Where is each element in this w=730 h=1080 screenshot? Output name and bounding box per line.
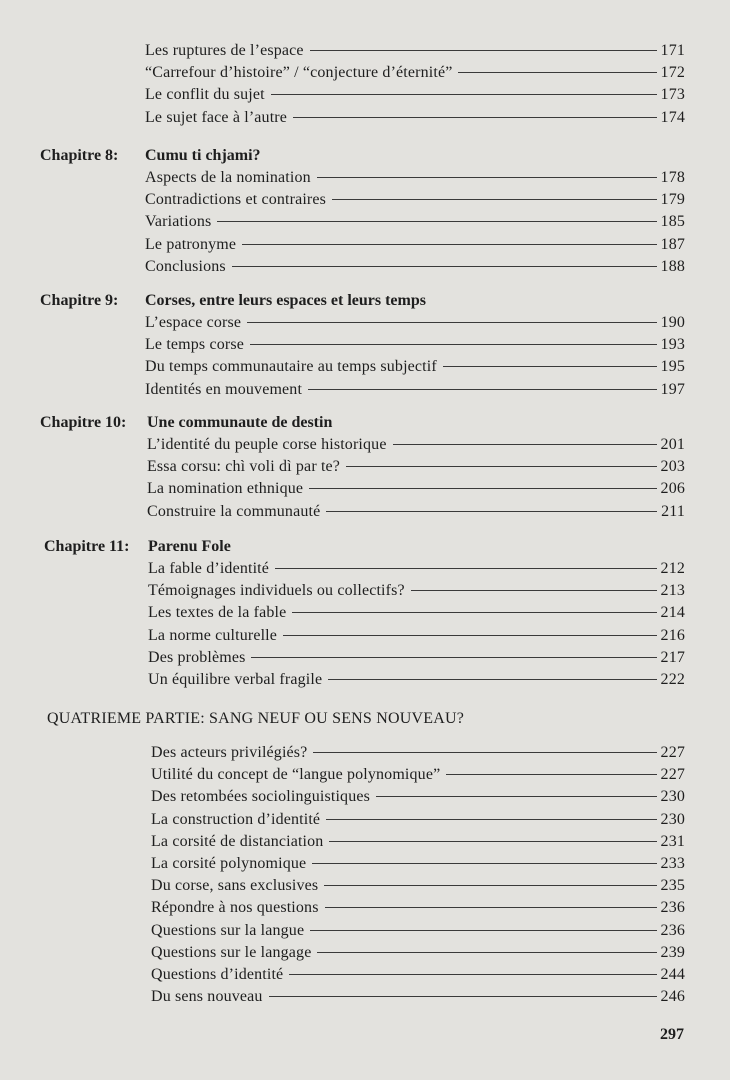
toc-entry — [145, 189, 685, 211]
leader-line — [247, 322, 656, 323]
leader-line — [393, 444, 657, 445]
entry-title: Aspects de la nomination — [145, 169, 311, 186]
leader-line — [242, 244, 656, 245]
entry-title: Essa corsu: chì voli dì par te? — [147, 458, 341, 476]
toc-entry — [145, 40, 685, 62]
chapter-title: Parenu Fole — [148, 538, 231, 555]
entry-title: Répondre à nos questions — [151, 899, 319, 917]
leader-line — [217, 221, 656, 222]
entry-page: 246 — [660, 988, 685, 1006]
toc-entry — [147, 434, 685, 456]
entry-page: 244 — [660, 965, 685, 983]
toc-entry — [145, 62, 685, 84]
toc-entry — [151, 986, 685, 1008]
leader-line — [376, 796, 657, 797]
toc-entry — [151, 897, 685, 919]
leader-line — [283, 635, 657, 636]
entry-title: Du sens nouveau — [151, 988, 263, 1006]
entry-page: 222 — [660, 670, 685, 688]
leader-line — [325, 907, 657, 908]
entry-title: “Carrefour d’histoire” / “conjecture d’éternité” — [145, 64, 453, 82]
entry-title: Un équilibre verbal fragile — [148, 670, 323, 688]
toc-entry — [145, 234, 685, 256]
entry-title: La construction d’identité — [151, 810, 321, 828]
leader-line — [269, 996, 657, 997]
entry-title: Le sujet face à l’autre — [145, 108, 288, 126]
entry-page: 188 — [660, 257, 685, 275]
entry-title: Utilité du concept de “langue polynomique” — [151, 766, 441, 784]
leader-line — [275, 568, 657, 569]
toc-entry — [148, 625, 685, 647]
leader-line — [458, 72, 656, 73]
entry-title: La norme culturelle — [148, 626, 278, 644]
entry-page: 193 — [660, 336, 685, 354]
entry-page: 171 — [660, 42, 685, 59]
entry-title: Construire la communauté — [147, 502, 321, 520]
entry-page: 203 — [660, 458, 685, 476]
entry-page: 206 — [660, 480, 685, 498]
page-number: 297 — [660, 1026, 684, 1043]
toc-entry — [147, 478, 685, 500]
leader-line — [312, 863, 656, 864]
toc-entry — [151, 942, 685, 964]
entry-page: 233 — [660, 854, 685, 872]
toc-entry — [151, 853, 685, 875]
toc-entry — [145, 256, 685, 278]
toc-entry — [151, 875, 685, 897]
toc-entry — [148, 602, 685, 624]
entry-title: Des acteurs privilégiés? — [151, 744, 308, 761]
toc-entry — [151, 742, 685, 764]
leader-line — [308, 389, 657, 390]
toc-entry — [151, 786, 685, 808]
entry-title: L’espace corse — [145, 314, 242, 331]
leader-line — [326, 511, 657, 512]
toc-entry — [148, 669, 685, 691]
entry-title: La fable d’identité — [148, 560, 270, 577]
entry-page: 239 — [660, 943, 685, 961]
toc-entry — [148, 647, 685, 669]
leader-line — [332, 199, 657, 200]
leader-line — [346, 466, 657, 467]
leader-line — [271, 94, 657, 95]
entry-page: 172 — [660, 64, 685, 82]
leader-line — [328, 679, 656, 680]
chapter-entries — [145, 167, 685, 278]
leader-line — [324, 885, 656, 886]
toc-entry — [145, 211, 685, 233]
chapter-entries — [145, 312, 685, 401]
toc-entry — [148, 580, 685, 602]
entry-page: 236 — [660, 921, 685, 939]
chapter-title: Corses, entre leurs espaces et leurs temps — [145, 292, 426, 309]
leader-line — [317, 952, 656, 953]
entry-title: Le conflit du sujet — [145, 86, 265, 104]
entry-title: Du temps communautaire au temps subjectif — [145, 358, 437, 376]
leader-line — [329, 841, 656, 842]
entry-page: 179 — [660, 191, 685, 209]
chapter-label: Chapitre 8: — [40, 147, 119, 164]
chapter-label: Chapitre 11: — [44, 538, 130, 555]
entry-page: 173 — [660, 86, 685, 104]
entry-page: 227 — [660, 766, 685, 784]
leader-line — [232, 266, 657, 267]
entry-page: 174 — [660, 108, 685, 126]
leader-line — [310, 50, 657, 51]
leader-line — [293, 117, 657, 118]
entry-page: 197 — [660, 380, 685, 398]
toc-entry — [151, 831, 685, 853]
entry-title: Du corse, sans exclusives — [151, 877, 319, 895]
leader-line — [250, 344, 657, 345]
chapter-label: Chapitre 10: — [40, 414, 127, 431]
toc-entry — [151, 964, 685, 986]
entry-page: 187 — [660, 235, 685, 253]
entry-title: L’identité du peuple corse historique — [147, 436, 387, 453]
entry-title: Conclusions — [145, 257, 226, 275]
entry-page: 231 — [660, 832, 685, 850]
chapter-entries — [147, 434, 685, 523]
leader-line — [326, 819, 656, 820]
entry-page: 230 — [660, 788, 685, 806]
toc-entry — [148, 558, 685, 580]
entry-title: Questions sur la langue — [151, 921, 305, 939]
entry-title: Les ruptures de l’espace — [145, 42, 304, 59]
entry-page: 201 — [660, 436, 685, 453]
leader-line — [310, 930, 656, 931]
leader-line — [443, 366, 657, 367]
entry-page: 211 — [661, 502, 685, 520]
toc-entry — [145, 107, 685, 129]
toc-entry — [147, 501, 685, 523]
entry-page: 195 — [660, 358, 685, 376]
toc-top-entries — [145, 40, 685, 129]
entry-title: Questions sur le langage — [151, 943, 312, 961]
leader-line — [309, 488, 656, 489]
entry-title: La corsité polynomique — [151, 854, 307, 872]
entry-page: 190 — [660, 314, 685, 331]
entry-page: 216 — [660, 626, 685, 644]
toc-entry — [145, 356, 685, 378]
toc-entry — [147, 456, 685, 478]
entry-title: Des retombées sociolinguistiques — [151, 788, 370, 806]
toc-entry — [151, 920, 685, 942]
entry-title: Le temps corse — [145, 336, 244, 354]
entry-page: 214 — [660, 604, 685, 622]
leader-line — [289, 974, 656, 975]
entry-page: 185 — [660, 213, 685, 231]
chapter-entries — [148, 558, 685, 691]
toc-entry — [151, 809, 685, 831]
entry-title: Témoignages individuels ou collectifs? — [148, 582, 405, 600]
entry-title: Variations — [145, 213, 212, 231]
toc-entry — [145, 334, 685, 356]
chapter-label: Chapitre 9: — [40, 292, 119, 309]
entry-page: 178 — [660, 169, 685, 186]
leader-line — [251, 657, 656, 658]
leader-line — [292, 612, 656, 613]
entry-page: 230 — [660, 810, 685, 828]
chapter-title: Cumu ti chjami? — [145, 147, 261, 164]
entry-title: La corsité de distanciation — [151, 832, 324, 850]
entry-page: 212 — [660, 560, 685, 577]
entry-title: Le patronyme — [145, 235, 237, 253]
part-entries — [151, 742, 685, 1008]
entry-page: 213 — [660, 582, 685, 600]
entry-title: Questions d’identité — [151, 965, 284, 983]
entry-page: 235 — [660, 877, 685, 895]
chapter-title: Une communaute de destin — [147, 414, 333, 431]
part-heading: QUATRIEME PARTIE: SANG NEUF OU SENS NOUVEAU? — [47, 710, 465, 727]
leader-line — [446, 774, 656, 775]
toc-entry — [145, 312, 685, 334]
leader-line — [411, 590, 657, 591]
entry-page: 236 — [660, 899, 685, 917]
entry-title: Contradictions et contraires — [145, 191, 327, 209]
toc-entry — [145, 379, 685, 401]
leader-line — [317, 177, 657, 178]
entry-page: 217 — [660, 648, 685, 666]
leader-line — [313, 752, 656, 753]
toc-entry — [145, 84, 685, 106]
entry-page: 227 — [660, 744, 685, 761]
toc-entry — [151, 764, 685, 786]
entry-title: La nomination ethnique — [147, 480, 304, 498]
toc-entry — [145, 167, 685, 189]
entry-title: Identités en mouvement — [145, 380, 303, 398]
entry-title: Les textes de la fable — [148, 604, 287, 622]
entry-title: Des problèmes — [148, 648, 246, 666]
